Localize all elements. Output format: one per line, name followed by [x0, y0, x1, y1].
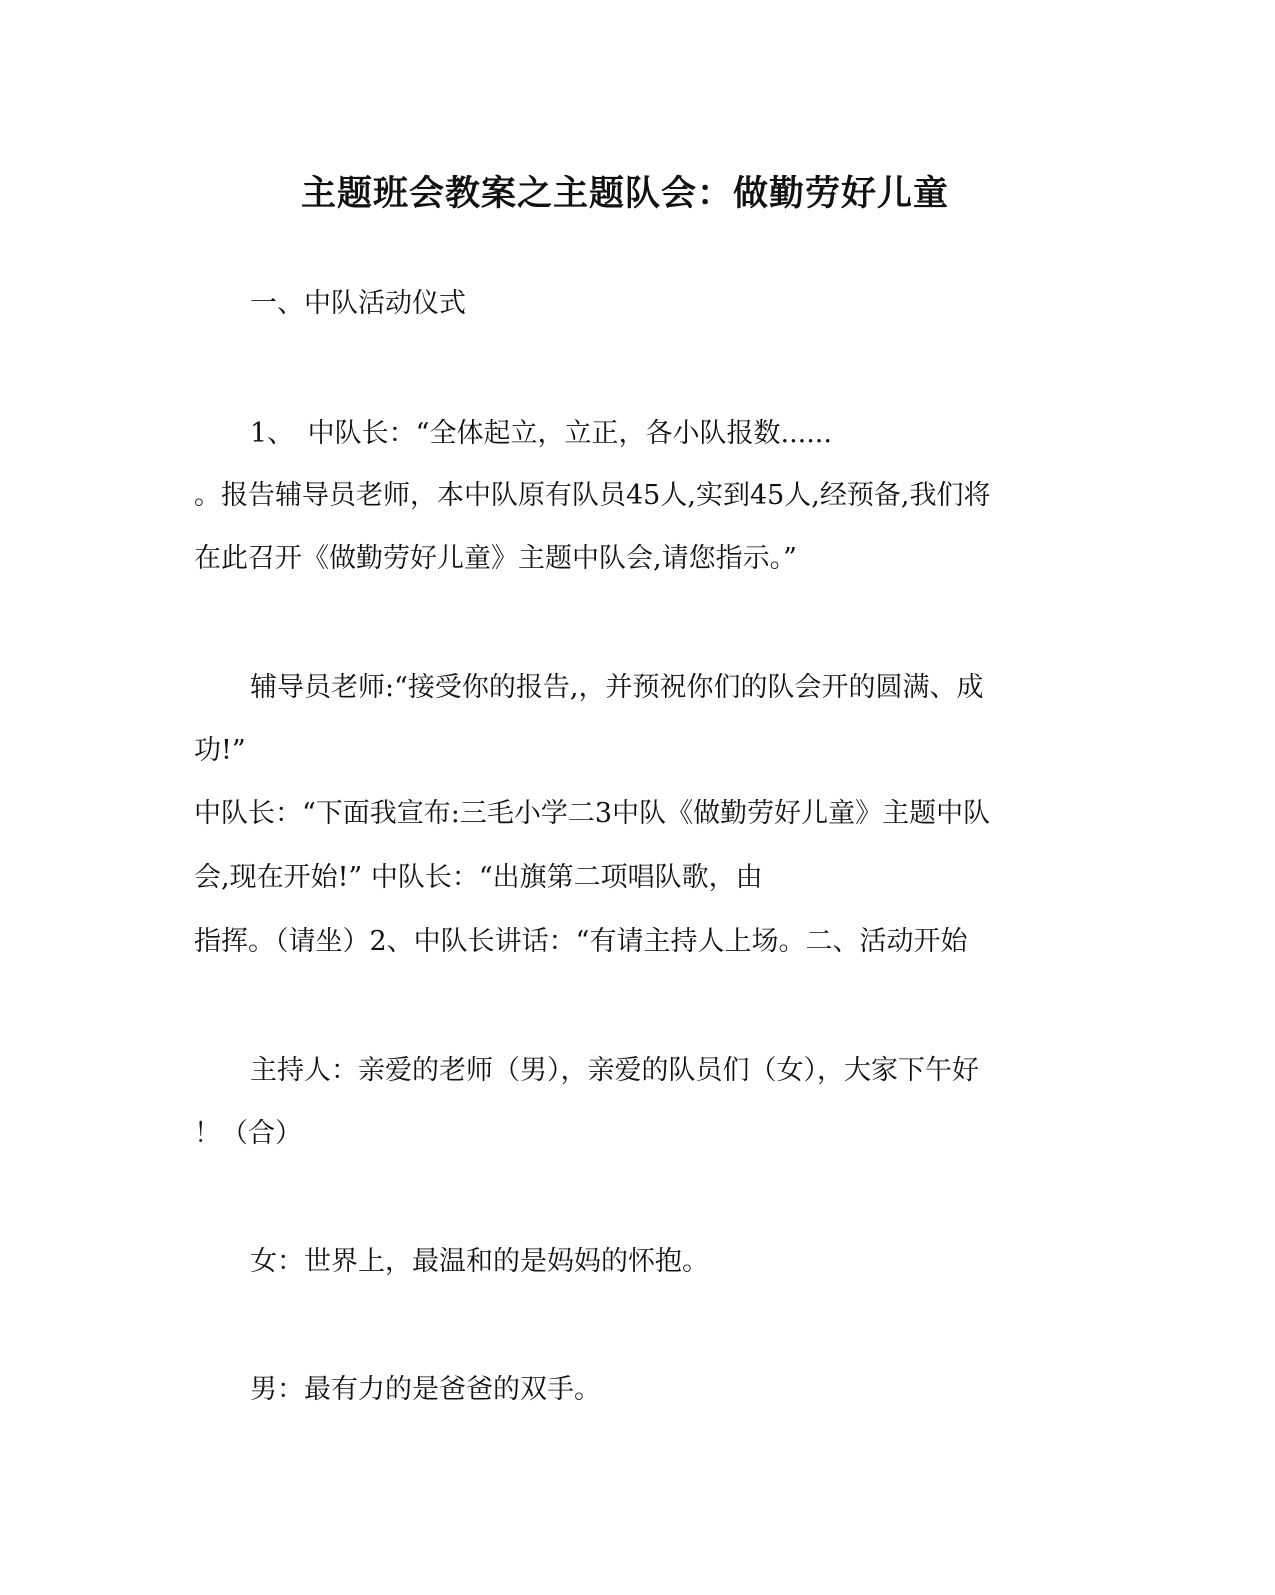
paragraph-line: 在此召开《做勤劳好儿童》主题中队会,请您指示。” [194, 543, 797, 574]
section-heading-ceremony: 一、中队活动仪式 [250, 288, 466, 319]
paragraph-line: 女：世界上，最温和的是妈妈的怀抱。 [250, 1246, 709, 1277]
paragraph-line: 。报告辅导员老师，本中队原有队员45人,实到45人,经预备,我们将 [194, 480, 991, 511]
paragraph-line: 会,现在开始!” 中队长：“出旗第二项唱队歌，由 [194, 862, 763, 893]
paragraph-line: 1、 中队长：“全体起立，立正，各小队报数...... [250, 418, 832, 449]
paragraph-line: 辅导员老师:“接受你的报告,，并预祝你们的队会开的圆满、成 [250, 672, 984, 703]
paragraph-line: 中队长：“下面我宣布:三毛小学二3中队《做勤劳好儿童》主题中队 [194, 798, 991, 829]
paragraph-line: 功!” [194, 735, 246, 766]
paragraph-line: ！（合） [194, 1118, 302, 1149]
paragraph-line: 主持人：亲爱的老师（男），亲爱的队员们（女），大家下午好 [250, 1055, 979, 1086]
paragraph-line: 指挥。（请坐）2、中队长讲话：“有请主持人上场。二、活动开始 [194, 926, 968, 957]
paragraph-line: 男：最有力的是爸爸的双手。 [250, 1374, 601, 1405]
document-title: 主题班会教案之主题队会：做勤劳好儿童 [300, 173, 949, 214]
